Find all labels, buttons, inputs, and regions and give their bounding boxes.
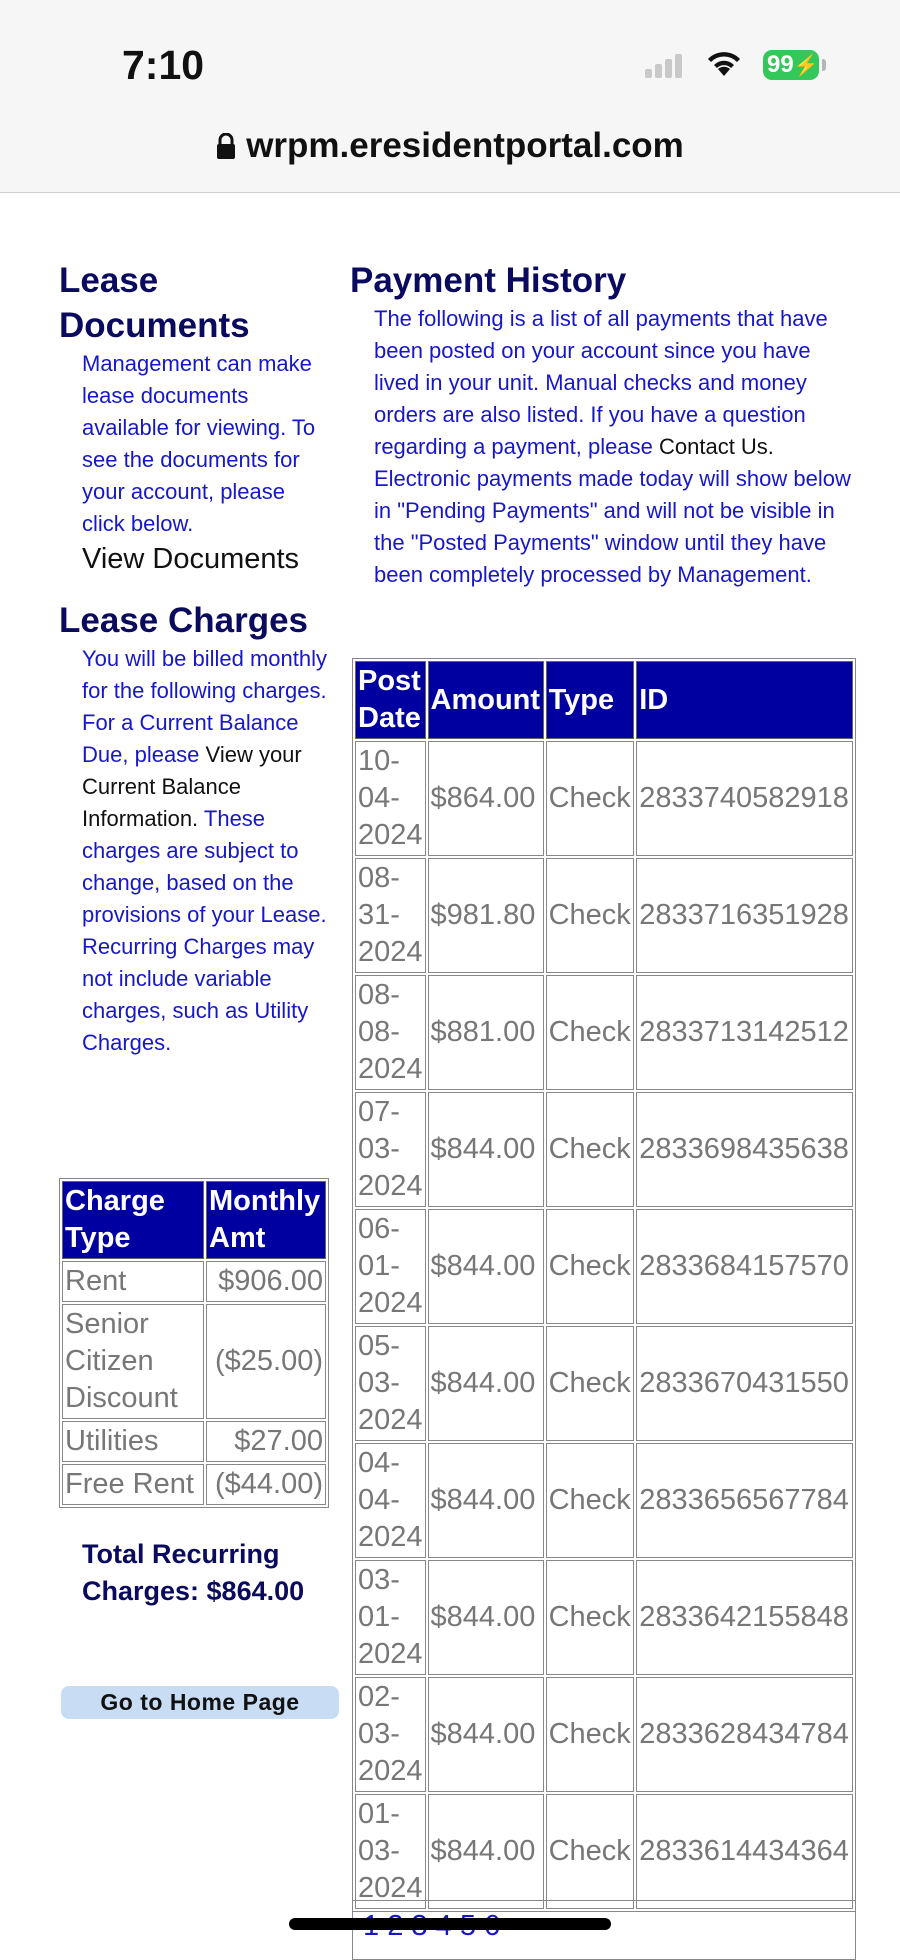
charge-type-cell: Rent: [62, 1261, 204, 1302]
address-bar[interactable]: [0, 118, 900, 193]
table-row: [355, 1677, 853, 1792]
type-cell: Check: [546, 741, 635, 856]
id-cell: 2833628434784: [636, 1677, 853, 1792]
date-part: 07-: [358, 1096, 400, 1128]
header-text: Type: [65, 1222, 131, 1254]
charge-type-cell: Free Rent: [62, 1464, 204, 1505]
post-date-cell: [355, 975, 426, 1090]
date-part: 2024: [358, 1872, 423, 1904]
header-text: Charge: [65, 1185, 165, 1217]
table-row: [62, 1421, 326, 1462]
table-row: [62, 1261, 326, 1302]
heading-line: Lease: [59, 261, 159, 300]
lease-charges-table: [59, 1178, 329, 1508]
date-part: 02-: [358, 1681, 400, 1713]
table-header-row: [62, 1181, 326, 1259]
lock-icon: [216, 129, 236, 169]
amount-header: Amount: [428, 661, 544, 739]
header-text: Monthly: [209, 1185, 321, 1217]
date-part: 08-: [358, 862, 400, 894]
charge-type-cell: Senior Citizen Discount: [62, 1304, 204, 1419]
header-text: Amt: [209, 1222, 266, 1254]
lease-charges-desc-2: These charges are subject to change, based on the provisions of your Lease. Recurring Charges may not include variable charges, such as Utility Charges.: [82, 806, 327, 1055]
wifi-icon: [705, 50, 743, 83]
amount-cell: $844.00: [428, 1677, 544, 1792]
date-part: 06-: [358, 1213, 400, 1245]
table-header-row: [355, 661, 853, 739]
id-header: ID: [636, 661, 853, 739]
date-part: 31-: [358, 899, 400, 931]
table-row: [355, 858, 853, 973]
view-balance-link[interactable]: View your Current Balance Information.: [82, 742, 302, 831]
date-part: 03-: [358, 1718, 400, 1750]
pagination: [352, 1900, 856, 1960]
id-cell: 2833642155848: [636, 1560, 853, 1675]
clock: 7:10: [122, 42, 205, 88]
date-part: 03-: [358, 1367, 400, 1399]
date-part: 03-: [358, 1564, 400, 1596]
total-line: Charges: $864.00: [82, 1576, 305, 1606]
id-cell: 2833698435638: [636, 1092, 853, 1207]
post-date-cell: [355, 858, 426, 973]
date-part: 03-: [358, 1133, 400, 1165]
charge-amount-cell: ($44.00): [206, 1464, 326, 1505]
battery-level: 99: [767, 51, 794, 78]
go-to-home-page-button[interactable]: Go to Home Page: [61, 1686, 339, 1719]
date-part: 01-: [358, 1601, 400, 1633]
table-row: [355, 1326, 853, 1441]
contact-us-link[interactable]: Contact Us.: [658, 434, 774, 459]
post-date-cell: [355, 1443, 426, 1558]
amount-cell: $844.00: [428, 1092, 544, 1207]
right-column: [350, 258, 856, 591]
heading-line: Documents: [59, 306, 250, 345]
table-row: [355, 1560, 853, 1675]
amount-cell: $844.00: [428, 1209, 544, 1324]
id-cell: 2833740582918: [636, 741, 853, 856]
id-cell: 2833716351928: [636, 858, 853, 973]
lease-charges-desc-1: You will be billed monthly for the following charges. For a Current Balance Due, please: [82, 646, 327, 767]
type-cell: Check: [546, 858, 635, 973]
date-part: 01-: [358, 1250, 400, 1282]
payment-desc-2: Electronic payments made today will show below in "Pending Payments" and will not be visible in the "Posted Payments" window until they have been completely processed by Management.: [374, 466, 851, 587]
date-part: 2024: [358, 1170, 423, 1202]
date-part: 03-: [358, 1835, 400, 1867]
table-row: [355, 1092, 853, 1207]
payment-history-table: [352, 658, 856, 1912]
view-documents-link[interactable]: View Documents: [82, 543, 300, 575]
amount-cell: $981.80: [428, 858, 544, 973]
date-part: 05-: [358, 1330, 400, 1362]
date-part: 2024: [358, 1053, 423, 1085]
type-cell: Check: [546, 1794, 635, 1909]
date-part: 04-: [358, 1447, 400, 1479]
lease-documents-description: Management can make lease documents available for viewing. To see the documents for your account, please click below.: [82, 351, 316, 536]
total-recurring-charges: [82, 1536, 304, 1610]
payment-history-description: [350, 303, 856, 591]
date-part: 2024: [358, 819, 423, 851]
id-cell: 2833670431550: [636, 1326, 853, 1441]
amount-cell: $844.00: [428, 1560, 544, 1675]
date-part: 08-: [358, 979, 400, 1011]
id-cell: 2833656567784: [636, 1443, 853, 1558]
charge-amount-cell: ($25.00): [206, 1304, 326, 1419]
url-text: wrpm.eresidentportal.com: [246, 126, 684, 165]
header-text: Date: [358, 702, 421, 734]
cellular-signal-icon: [645, 54, 685, 78]
post-date-cell: [355, 1092, 426, 1207]
type-cell: Check: [546, 1560, 635, 1675]
table-row: [355, 975, 853, 1090]
charge-amount-cell: $906.00: [206, 1261, 326, 1302]
table-row: [355, 1794, 853, 1909]
date-part: 01-: [358, 1798, 400, 1830]
left-column: [59, 258, 331, 1059]
table-row: [62, 1304, 326, 1419]
date-part: 2024: [358, 1521, 423, 1553]
type-cell: Check: [546, 1209, 635, 1324]
monthly-amt-header: [206, 1181, 326, 1259]
amount-cell: $844.00: [428, 1326, 544, 1441]
date-part: 10-: [358, 745, 400, 777]
post-date-cell: [355, 1794, 426, 1909]
charge-amount-cell: $27.00: [206, 1421, 326, 1462]
type-header: Type: [546, 661, 635, 739]
type-cell: Check: [546, 1092, 635, 1207]
type-cell: Check: [546, 975, 635, 1090]
id-cell: 2833614434364: [636, 1794, 853, 1909]
type-cell: Check: [546, 1677, 635, 1792]
date-part: 2024: [358, 1755, 423, 1787]
battery-icon: 99⚡: [763, 50, 819, 80]
post-date-cell: [355, 1326, 426, 1441]
date-part: 2024: [358, 1287, 423, 1319]
lease-charges-heading: Lease Charges: [59, 601, 309, 640]
table-row: [355, 1443, 853, 1558]
table-row: [355, 741, 853, 856]
url-display[interactable]: [0, 126, 900, 169]
payment-history-heading: Payment History: [350, 261, 627, 300]
amount-cell: $844.00: [428, 1794, 544, 1909]
table-row: [62, 1464, 326, 1505]
date-part: 2024: [358, 936, 423, 968]
home-indicator[interactable]: [289, 1918, 611, 1930]
charge-type-header: [62, 1181, 204, 1259]
post-date-header: [355, 661, 426, 739]
payment-desc-1: The following is a list of all payments that have been posted on your account since you have lived in your unit. Manual checks and money orders are also listed. If you have a question regarding a payment, please: [374, 306, 828, 459]
id-cell: 2833713142512: [636, 975, 853, 1090]
charge-type-cell: Utilities: [62, 1421, 204, 1462]
post-date-cell: [355, 1560, 426, 1675]
amount-cell: $844.00: [428, 1443, 544, 1558]
post-date-cell: [355, 741, 426, 856]
date-part: 04-: [358, 1484, 400, 1516]
type-cell: Check: [546, 1326, 635, 1441]
id-cell: 2833684157570: [636, 1209, 853, 1324]
date-part: 08-: [358, 1016, 400, 1048]
date-part: 2024: [358, 1638, 423, 1670]
post-date-cell: [355, 1677, 426, 1792]
lease-charges-description: [59, 643, 331, 1059]
status-bar: [0, 0, 900, 130]
battery-cap-icon: [822, 59, 826, 71]
lease-documents-heading: [59, 258, 331, 348]
date-part: 04-: [358, 782, 400, 814]
post-date-cell: [355, 1209, 426, 1324]
header-text: Post: [358, 665, 421, 697]
total-line: Total Recurring: [82, 1539, 280, 1569]
type-cell: Check: [546, 1443, 635, 1558]
date-part: 2024: [358, 1404, 423, 1436]
table-row: [355, 1209, 853, 1324]
amount-cell: $881.00: [428, 975, 544, 1090]
amount-cell: $864.00: [428, 741, 544, 856]
